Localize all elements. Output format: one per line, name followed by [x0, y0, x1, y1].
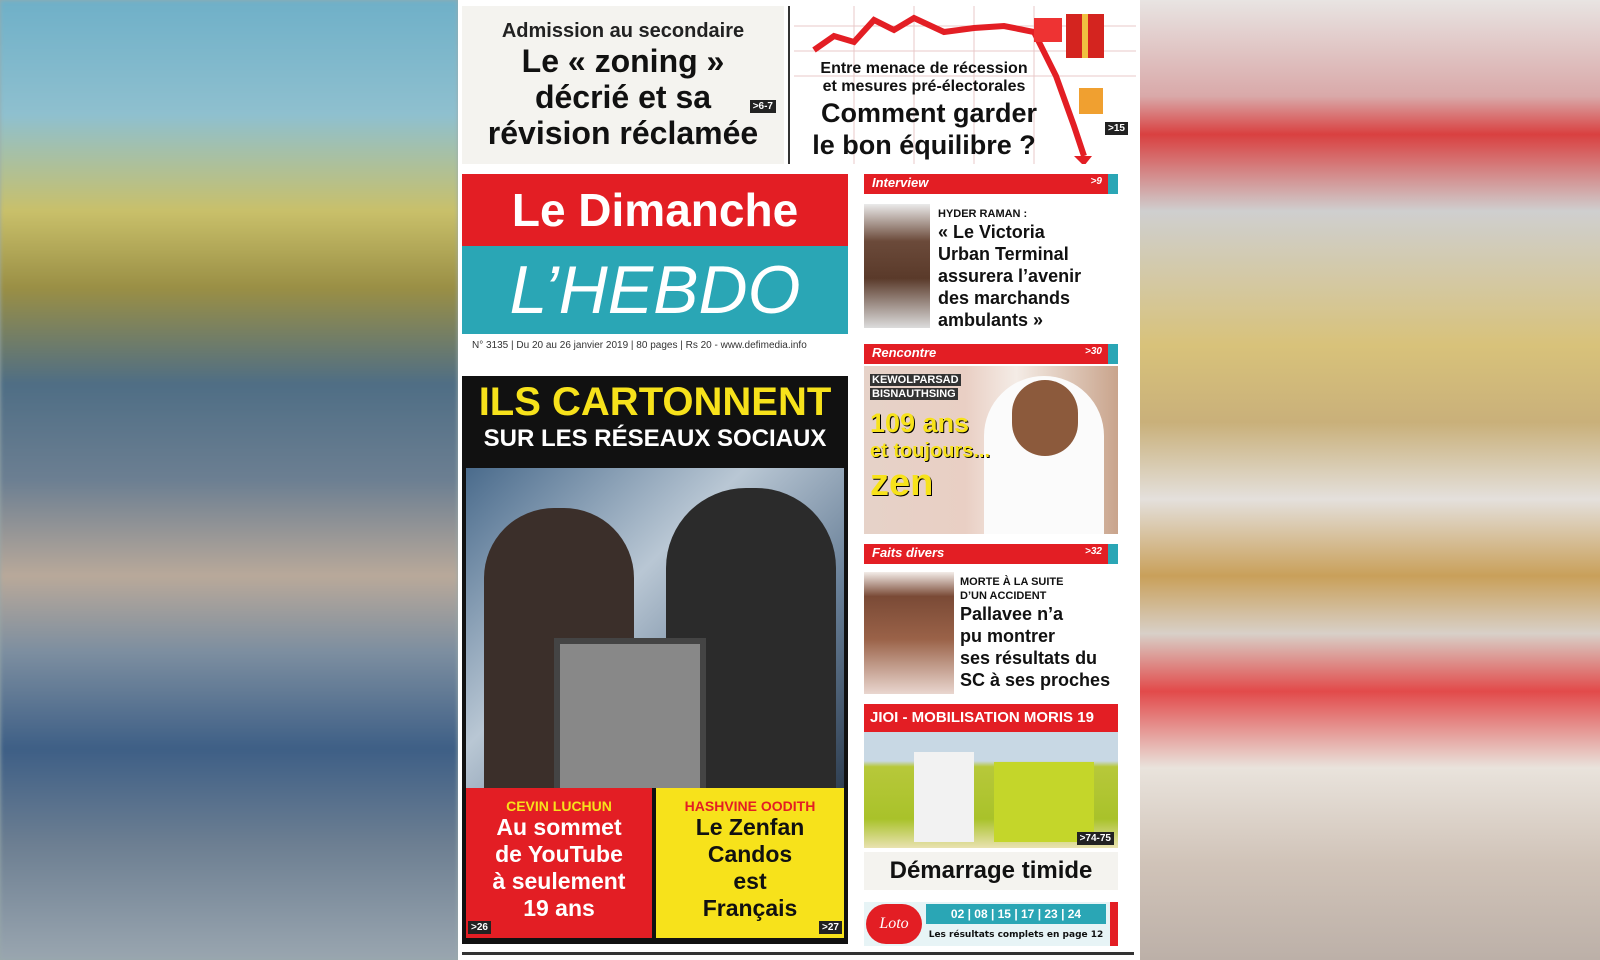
- jioi-block[interactable]: [864, 704, 1118, 890]
- interview-name: HYDER RAMAN :: [938, 208, 1028, 220]
- teaser-kicker-line1: Entre menace de récession: [820, 60, 1028, 77]
- faits-divers-kicker-line1: MORTE À LA SUITE: [960, 576, 1064, 588]
- caption-text-line3: est: [733, 868, 767, 894]
- teaser-headline-line1: Le « zoning »: [521, 43, 725, 79]
- loto-footer: Les résultats complets en page 12: [928, 930, 1104, 940]
- loto-numbers: 02 | 08 | 15 | 17 | 23 | 24: [926, 904, 1106, 924]
- main-story[interactable]: [462, 376, 848, 944]
- interview-quote-line1: « Le Victoria: [938, 222, 1045, 242]
- teaser-zoning[interactable]: [462, 6, 784, 164]
- rencontre-text-line3: zen: [870, 462, 934, 504]
- page-ref-badge: >26: [468, 921, 491, 934]
- caption-hashvine[interactable]: [656, 788, 844, 938]
- youtubers-photo: [466, 468, 844, 788]
- caption-text-line4: 19 ans: [523, 895, 595, 921]
- teaser-headline-line3: révision réclamée: [487, 115, 759, 151]
- team-photo: [864, 732, 1118, 848]
- faits-divers-block[interactable]: [864, 544, 1118, 694]
- loto-block[interactable]: [864, 902, 1118, 946]
- masthead-issue-info: N° 3135 | Du 20 au 26 janvier 2019 | 80 pages | Rs 20 - www.defimedia.info: [462, 334, 848, 358]
- loto-red-accent: [1110, 902, 1118, 946]
- teaser-kicker: Admission au secondaire: [501, 20, 745, 42]
- column-divider: [788, 6, 790, 164]
- interview-quote-line3: assurera l’avenir: [938, 266, 1082, 286]
- teaser-recession[interactable]: [794, 6, 1136, 164]
- main-headline: ILS CARTONNENT: [478, 380, 832, 424]
- masthead-title-top: Le Dimanche: [462, 174, 848, 246]
- page-ref-badge: >15: [1105, 122, 1128, 135]
- section-bar-rencontre: [864, 344, 1118, 364]
- blurred-background-right: [1140, 0, 1600, 960]
- interview-quote-line4: des marchands: [938, 288, 1071, 308]
- section-page: >9: [1090, 176, 1102, 187]
- loto-logo: Loto: [866, 904, 922, 944]
- main-subheadline: SUR LES RÉSEAUX SOCIAUX: [483, 425, 827, 452]
- section-page: >32: [1085, 546, 1102, 557]
- caption-text-line3: à seulement: [492, 868, 626, 894]
- elderly-man-head: [1012, 380, 1078, 456]
- newspaper-cover: [458, 0, 1140, 960]
- hyder-raman-photo: [864, 204, 930, 328]
- caption-text-line4: Français: [702, 895, 798, 921]
- teaser-headline-line2: décrié et sa: [534, 79, 712, 115]
- jioi-headline: Démarrage timide: [864, 852, 1118, 890]
- caption-text-line1: Au sommet: [496, 814, 622, 840]
- page-ref-badge: >74-75: [1077, 832, 1114, 845]
- rencontre-text-line1: 109 ans: [870, 408, 970, 438]
- interview-quote-line5: ambulants »: [938, 310, 1044, 330]
- faits-divers-headline-line2: pu montrer: [960, 626, 1056, 646]
- caption-name: HASHVINE OODITH: [684, 798, 816, 814]
- interview-block[interactable]: [864, 174, 1118, 334]
- bottom-rule: [462, 952, 1134, 955]
- teaser-headline-line2: le bon équilibre ?: [812, 130, 1036, 160]
- page-ref-badge: >27: [819, 921, 842, 934]
- masthead[interactable]: [462, 174, 848, 358]
- section-page: >30: [1085, 346, 1102, 357]
- masthead-title-bottom: L’HEBDO: [462, 246, 848, 334]
- faits-divers-headline-line1: Pallavee n’a: [960, 604, 1064, 624]
- caption-text-line1: Le Zenfan: [695, 814, 805, 840]
- pallavee-photo: [864, 572, 954, 694]
- interview-quote-line2: Urban Terminal: [938, 244, 1069, 264]
- rencontre-name-line1: KEWOLPARSAD: [872, 374, 959, 386]
- faits-divers-headline-line4: SC à ses proches: [960, 670, 1111, 690]
- rencontre-name-line2: BISNAUTHSING: [872, 388, 956, 400]
- caption-text-line2: Candos: [707, 841, 793, 867]
- team-white-shirts: [914, 752, 974, 842]
- section-label: Faits divers: [872, 545, 945, 560]
- rencontre-text-line2: et toujours...: [870, 440, 990, 462]
- jioi-section-bar: JIOI - MOBILISATION MORIS 19: [864, 704, 1118, 732]
- page-ref-badge: >6-7: [750, 100, 776, 113]
- section-label: Interview: [872, 175, 929, 190]
- section-bar-interview: [864, 174, 1118, 194]
- team-green-shirts: [994, 762, 1094, 842]
- caption-cevin[interactable]: [466, 788, 652, 938]
- caption-text-line2: de YouTube: [495, 841, 623, 867]
- youtube-play-button-award: [554, 638, 706, 788]
- blurred-background-left: [0, 0, 458, 960]
- section-bar-faits-divers: [864, 544, 1118, 564]
- section-label: Rencontre: [872, 345, 937, 360]
- rencontre-block[interactable]: [864, 344, 1118, 534]
- faits-divers-kicker-line2: D’UN ACCIDENT: [960, 590, 1047, 602]
- teaser-kicker-line2: et mesures pré-électorales: [822, 78, 1026, 95]
- faits-divers-headline-line3: ses résultats du: [960, 648, 1098, 668]
- caption-name: CEVIN LUCHUN: [506, 798, 612, 814]
- teaser-headline-line1: Comment garder: [820, 98, 1038, 128]
